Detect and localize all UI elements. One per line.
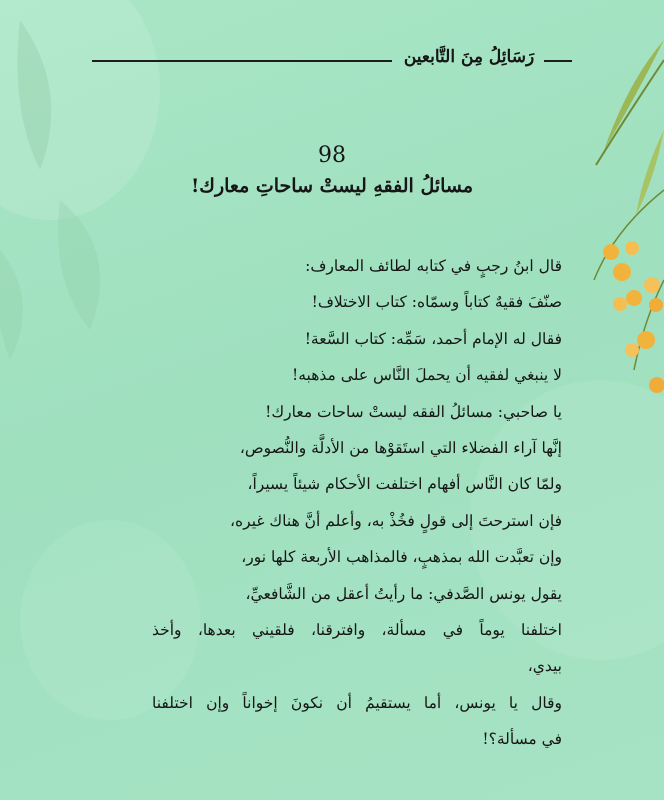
- body-line: لا ينبغي لفقيه أن يحملَ النَّاس على مذهبه!: [292, 366, 562, 385]
- body-line: إنَّها آراء الفضلاء التي استَقوْها من الأدلَّة والنُّصوص،: [239, 438, 562, 457]
- plant-branch-decoration: [574, 40, 664, 420]
- body-line: وقال يا يونس، أما يستقيمُ أن نكونَ إخواناً وإن اختلفنا: [152, 693, 562, 712]
- body-line: في مسألة؟!: [482, 730, 562, 749]
- body-line: فإن استرحتَ إلى قولٍ فخُذْ به، وأعلم أنَّ هناك غيره،: [230, 511, 562, 530]
- body-line: ولمّا كان النَّاس أفهام اختلفت الأحكام شيئاً يسيراً،: [247, 475, 562, 494]
- body-line: بيدي،: [527, 657, 562, 676]
- body-line: فقال له الإمام أحمد، سَمِّه: كتاب السَّعة!: [304, 329, 562, 348]
- body-line: يا صاحبي: مسائلُ الفقه ليستْ ساحات معارك!: [265, 402, 562, 421]
- body-line: وإن تعبَّدت الله بمذهبٍ، فالمذاهب الأربعة كلها نور،: [241, 548, 562, 567]
- body-line: اختلفنا يوماً في مسألة، وافترقنا، فلقيني بعدها، وأخذ: [152, 620, 562, 639]
- body-text: [152, 248, 562, 757]
- running-header-title: رَسَائِلُ مِنَ التَّابعين: [403, 47, 535, 67]
- entry-title: مسائلُ الفقهِ ليستْ ساحاتِ معارك!: [190, 175, 474, 197]
- body-line: قال ابنُ رجبٍ في كتابه لطائف المعارف:: [305, 257, 562, 275]
- header-rule-left: [92, 60, 392, 62]
- header-rule-right: [544, 60, 572, 62]
- entry-number: 98: [318, 143, 346, 168]
- body-line: يقول يونس الصَّدفي: ما رأيتُ أعقل من الشَّافعيِّ،: [245, 584, 562, 603]
- body-line: صنّفَ فقيهٌ كتاباً وسمّاه: كتاب الاختلاف!: [311, 293, 562, 312]
